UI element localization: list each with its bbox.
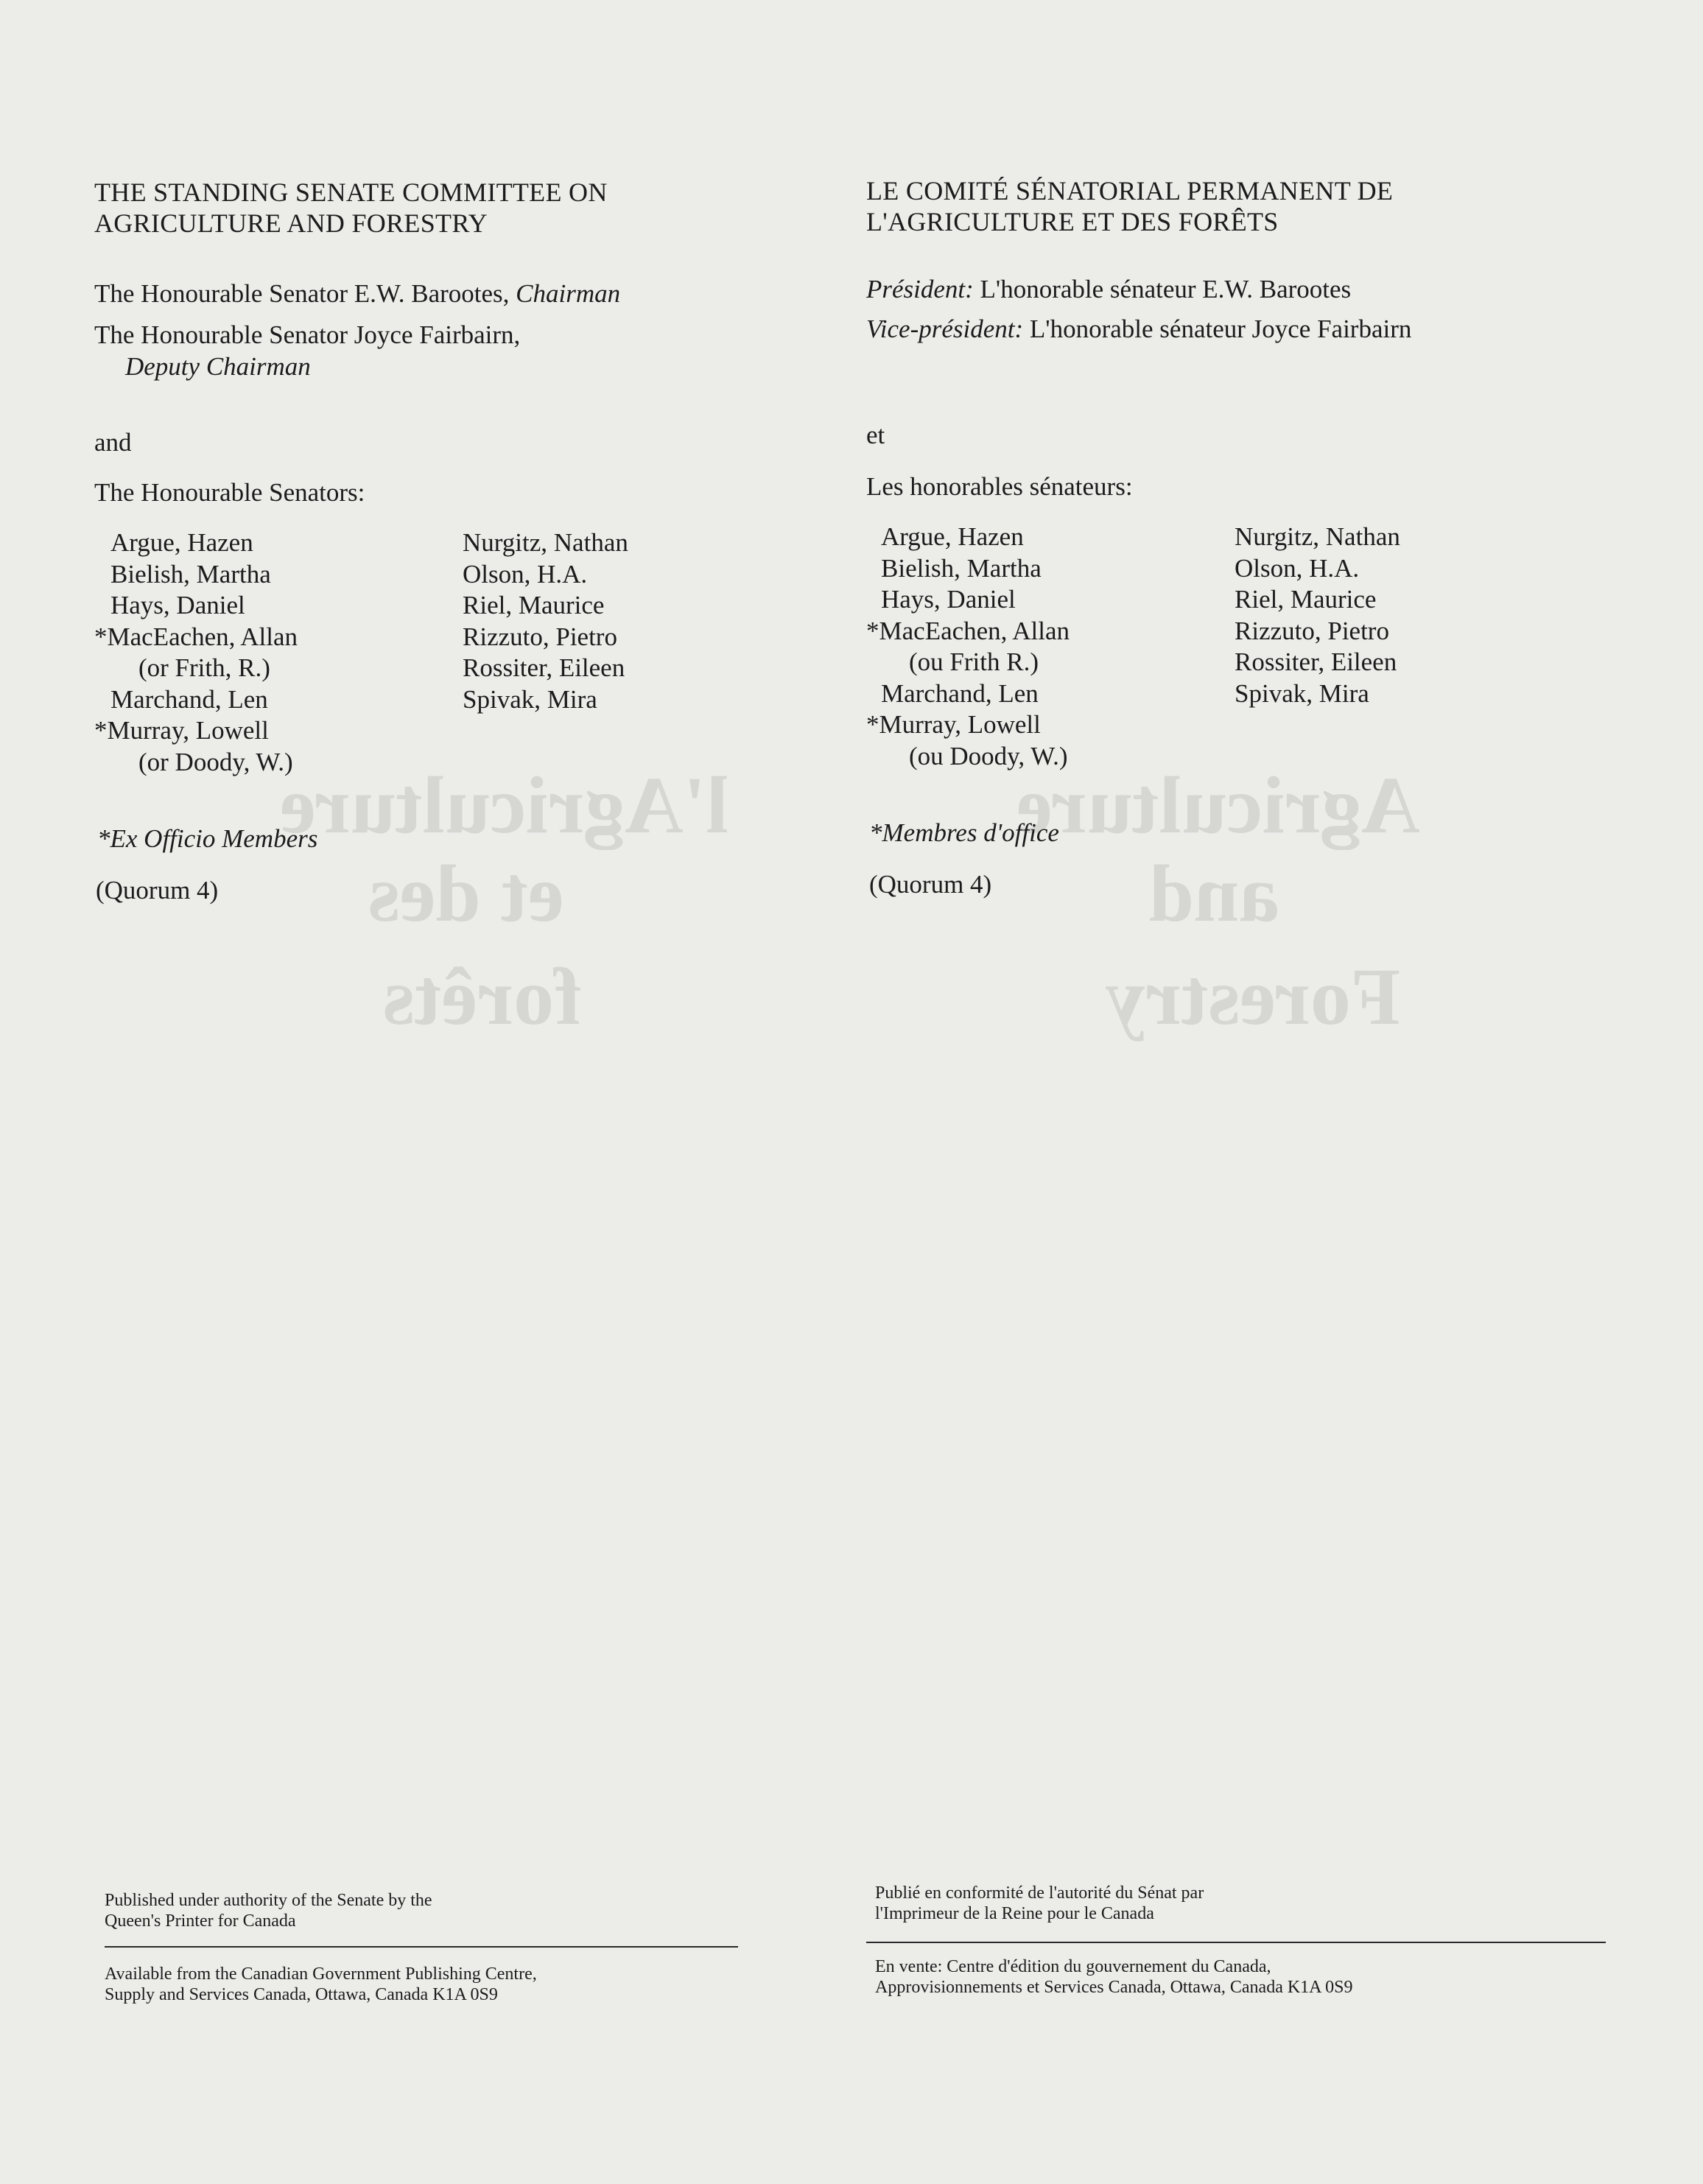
member-name: Riel, Maurice xyxy=(463,591,605,619)
member-name: *Murray, Lowell xyxy=(94,716,269,745)
footer-divider xyxy=(105,1946,738,1948)
member-alternate: (ou Frith R.) xyxy=(909,647,1039,676)
member-name: Riel, Maurice xyxy=(1235,585,1377,614)
member-name: Marchand, Len xyxy=(881,678,1039,708)
president-name: L'honorable sénateur E.W. Barootes xyxy=(973,275,1352,303)
published-notice xyxy=(875,1883,1420,1924)
member-name: Argue, Hazen xyxy=(110,528,253,557)
published-line2: l'Imprimeur de la Reine pour le Canada xyxy=(875,1904,1154,1923)
english-column xyxy=(94,0,757,2184)
president-line xyxy=(866,274,1351,305)
member-name: Rossiter, Eileen xyxy=(463,653,625,682)
chairman-line xyxy=(94,278,620,309)
committee-title-line2: L'AGRICULTURE ET DES FORÊTS xyxy=(866,207,1279,236)
member-list-left xyxy=(866,522,1070,772)
availability-notice xyxy=(105,1964,650,2005)
vice-president-line xyxy=(866,314,1411,345)
and-label: et xyxy=(866,421,885,449)
member-name: Nurgitz, Nathan xyxy=(463,528,628,557)
quorum-note: (Quorum 4) xyxy=(869,870,992,899)
deputy-chairman-name: The Honourable Senator Joyce Fairbairn, xyxy=(94,320,521,349)
member-name: Spivak, Mira xyxy=(1235,678,1369,708)
member-list-left xyxy=(94,527,298,778)
committee-title-line1: THE STANDING SENATE COMMITTEE ON xyxy=(94,178,608,207)
french-column xyxy=(866,0,1529,2184)
vice-president-role: Vice-président: xyxy=(866,315,1024,343)
footer-divider xyxy=(866,1942,1606,1943)
member-name: Rizzuto, Pietro xyxy=(1235,616,1389,645)
member-name: Marchand, Len xyxy=(110,684,268,714)
bleed-through-watermark: et des xyxy=(368,849,564,938)
ex-officio-note: *Ex Officio Members xyxy=(97,824,318,853)
member-name: Rossiter, Eileen xyxy=(1235,647,1397,676)
published-line1: Published under authority of the Senate by the xyxy=(105,1891,432,1910)
available-line1: En vente: Centre d'édition du gouvernement du Canada, xyxy=(875,1957,1271,1976)
president-role: Président: xyxy=(866,275,974,303)
published-line1: Publié en conformité de l'autorité du Sénat par xyxy=(875,1883,1204,1903)
senators-intro: The Honourable Senators: xyxy=(94,478,365,507)
member-alternate: (or Frith, R.) xyxy=(138,653,270,682)
member-name: Hays, Daniel xyxy=(881,585,1016,614)
member-name: *Murray, Lowell xyxy=(866,710,1041,739)
committee-title-line1: LE COMITÉ SÉNATORIAL PERMANENT DE xyxy=(866,176,1394,206)
member-name: Bielish, Martha xyxy=(110,559,271,589)
member-list-right xyxy=(463,527,628,715)
available-line1: Available from the Canadian Government Publishing Centre, xyxy=(105,1964,537,1984)
chairman-role: Chairman xyxy=(516,279,621,308)
bleed-through-watermark: and xyxy=(1149,849,1280,938)
vice-president-name: L'honorable sénateur Joyce Fairbairn xyxy=(1023,315,1412,343)
member-alternate: (or Doody, W.) xyxy=(138,747,293,776)
available-line2: Supply and Services Canada, Ottawa, Canada K1A 0S9 xyxy=(105,1985,498,2004)
member-name: Hays, Daniel xyxy=(110,591,245,619)
committee-title xyxy=(866,175,1393,237)
ex-officio-note: *Membres d'office xyxy=(869,818,1059,847)
member-name: Argue, Hazen xyxy=(881,522,1024,551)
availability-notice xyxy=(875,1956,1420,1998)
and-label: and xyxy=(94,428,132,457)
available-line2: Approvisionnements et Services Canada, Ottawa, Canada K1A 0S9 xyxy=(875,1978,1353,1997)
quorum-note: (Quorum 4) xyxy=(96,876,219,905)
member-name: Olson, H.A. xyxy=(1235,553,1360,583)
published-notice xyxy=(105,1890,650,1931)
member-name: Nurgitz, Nathan xyxy=(1235,522,1400,551)
published-line2: Queen's Printer for Canada xyxy=(105,1911,296,1931)
member-name: Olson, H.A. xyxy=(463,559,588,589)
committee-title-line2: AGRICULTURE AND FORESTRY xyxy=(94,208,488,238)
bleed-through-watermark: forêts xyxy=(383,952,581,1042)
bleed-through-watermark: Forestry xyxy=(1105,952,1401,1042)
member-name: *MacEachen, Allan xyxy=(866,616,1070,645)
member-name: Spivak, Mira xyxy=(463,684,597,714)
member-alternate: (ou Doody, W.) xyxy=(909,741,1068,770)
committee-title xyxy=(94,177,608,239)
bleed-through-watermark: Agriculture xyxy=(1016,760,1420,850)
deputy-chairman-role: Deputy Chairman xyxy=(125,352,311,381)
senators-intro: Les honorables sénateurs: xyxy=(866,472,1133,501)
member-name: Bielish, Martha xyxy=(881,553,1042,583)
member-name: *MacEachen, Allan xyxy=(94,622,298,651)
bleed-through-watermark: l'Agriculture xyxy=(280,760,728,850)
chairman-name: The Honourable Senator E.W. Barootes, xyxy=(94,279,516,308)
member-name: Rizzuto, Pietro xyxy=(463,622,617,651)
member-list-right xyxy=(1235,522,1400,709)
